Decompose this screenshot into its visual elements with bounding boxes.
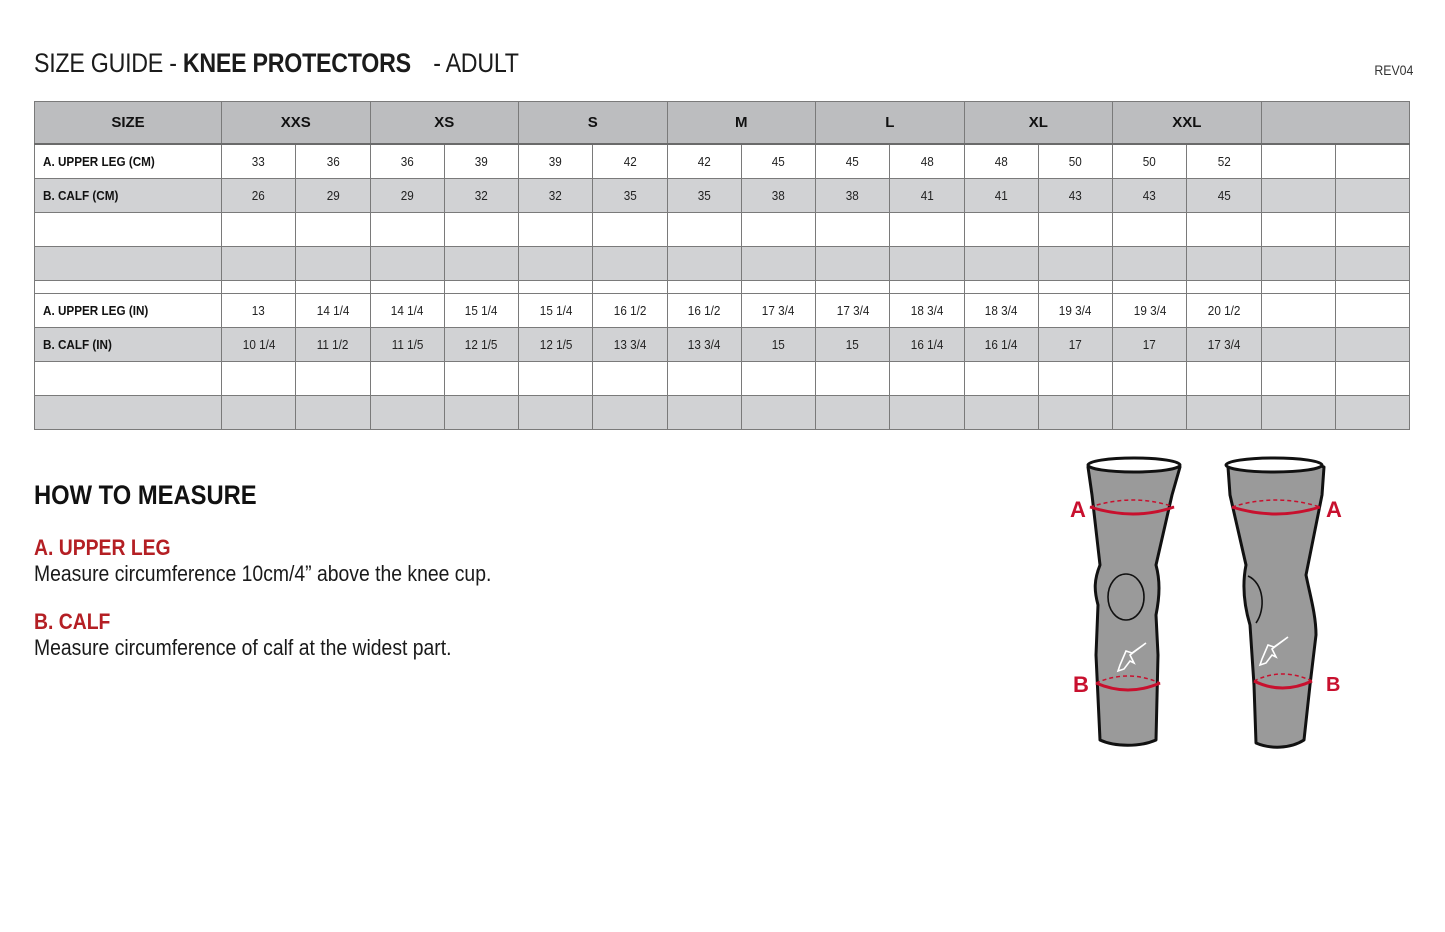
measurement-cell [519, 247, 593, 281]
measurement-cell [1113, 144, 1187, 179]
measurement-cell [370, 179, 444, 213]
measurement-value: 15 1/4 [539, 303, 572, 318]
title-suffix: - ADULT [433, 48, 519, 78]
measurement-cell [1113, 294, 1187, 328]
measurement-cell [1335, 328, 1409, 362]
revision-label: REV04 [1373, 62, 1413, 78]
measurement-cell [296, 362, 370, 396]
measurement-cell [1038, 144, 1112, 179]
measurement-value: 17 [1143, 337, 1157, 352]
measurement-cell [1335, 362, 1409, 396]
measurement-cell [519, 362, 593, 396]
measurement-value: 33 [252, 154, 266, 169]
measurement-cell [964, 362, 1038, 396]
measurement-cell [1261, 144, 1335, 179]
measurement-cell [1187, 328, 1261, 362]
measurement-value: 20 1/2 [1207, 303, 1241, 318]
measurement-value: 32 [549, 188, 563, 203]
measurement-cell [1261, 179, 1335, 213]
row-label-cell [35, 247, 222, 281]
measurement-cell [816, 179, 890, 213]
spacer-cell [816, 281, 890, 294]
measurement-cell [370, 247, 444, 281]
size-chart-table [34, 101, 1410, 430]
measurement-cell [593, 213, 667, 247]
marker-a-side: A [1326, 497, 1342, 522]
measurement-value: 14 1/4 [316, 303, 350, 318]
measurement-cell [222, 362, 296, 396]
measurement-cell [1038, 247, 1112, 281]
measurement-cell [816, 144, 890, 179]
measurement-cell [667, 247, 741, 281]
spacer-cell [667, 281, 741, 294]
measurement-cell [1113, 247, 1187, 281]
measurement-value: 32 [474, 188, 488, 203]
row-label-cell [35, 362, 222, 396]
measurement-cell [1038, 362, 1112, 396]
measurement-cell [370, 213, 444, 247]
measurement-cell [667, 396, 741, 430]
measurement-value: 29 [400, 188, 414, 203]
measurement-cell [890, 247, 964, 281]
measure-item-text: Measure circumference of calf at the widest part. [34, 635, 452, 660]
measurement-cell [1261, 213, 1335, 247]
measurement-cell [741, 144, 815, 179]
measurement-cell [1187, 294, 1261, 328]
knee-protector-illustration [1060, 455, 1350, 755]
measurement-value: 50 [1143, 154, 1157, 169]
measurement-cell [519, 213, 593, 247]
marker-b-side: B [1326, 674, 1341, 696]
spacer-cell [222, 281, 296, 294]
size-header-label: SIZE [111, 114, 145, 131]
measurement-value: 17 3/4 [762, 303, 795, 318]
measurement-cell [444, 362, 518, 396]
measurement-cell [890, 294, 964, 328]
table-spacer-row [35, 281, 1410, 294]
measurement-cell [816, 213, 890, 247]
measurement-cell [816, 362, 890, 396]
size-label: XL [1028, 114, 1048, 131]
measurement-cell [816, 328, 890, 362]
measurement-cell [1038, 294, 1112, 328]
measurement-value: 15 1/4 [465, 303, 498, 318]
spacer-cell [370, 281, 444, 294]
spacer-cell [1038, 281, 1112, 294]
measurement-value: 10 1/4 [242, 337, 275, 352]
measurement-cell [444, 328, 518, 362]
measurement-cell [1261, 362, 1335, 396]
table-header-row [35, 102, 1410, 145]
measurement-cell [370, 144, 444, 179]
table-row [35, 328, 1410, 362]
size-label: XS [434, 114, 455, 131]
measurement-cell [1261, 328, 1335, 362]
measurement-cell [1335, 247, 1409, 281]
row-label: B. CALF (CM) [43, 188, 119, 203]
measurement-cell [741, 179, 815, 213]
measurement-cell [1187, 362, 1261, 396]
measurement-cell [1335, 213, 1409, 247]
measurement-value: 16 1/4 [910, 337, 944, 352]
measurement-value: 39 [549, 154, 563, 169]
measurement-cell [890, 396, 964, 430]
measurement-cell [222, 328, 296, 362]
measurement-cell [890, 144, 964, 179]
measurement-value: 29 [326, 188, 340, 203]
measurement-cell [890, 213, 964, 247]
measurement-value: 19 3/4 [1133, 303, 1166, 318]
size-header-cell [35, 102, 222, 145]
measurement-value: 41 [994, 188, 1008, 203]
measurement-value: 18 3/4 [910, 303, 944, 318]
measurement-value: 13 3/4 [613, 337, 647, 352]
size-column-header [222, 102, 371, 145]
measurement-value: 19 3/4 [1059, 303, 1092, 318]
measurement-value: 17 [1068, 337, 1082, 352]
measurement-cell [964, 328, 1038, 362]
measurement-cell [964, 396, 1038, 430]
measurement-value: 35 [697, 188, 711, 203]
measurement-value: 45 [771, 154, 785, 169]
table-row [35, 144, 1410, 179]
measurement-cell [816, 294, 890, 328]
measurement-cell [444, 213, 518, 247]
row-label-cell [35, 396, 222, 430]
measurement-cell [890, 179, 964, 213]
measurement-cell [519, 294, 593, 328]
spacer-cell [1113, 281, 1187, 294]
measurement-cell [667, 294, 741, 328]
side-leg-icon [1226, 458, 1342, 747]
measurement-cell [1038, 179, 1112, 213]
measurement-cell [964, 144, 1038, 179]
measurement-cell [296, 396, 370, 430]
measurement-value: 11 1/5 [391, 337, 423, 352]
table-row [35, 213, 1410, 247]
measurement-value: 16 1/2 [613, 303, 647, 318]
measurement-cell [667, 328, 741, 362]
measurement-cell [816, 396, 890, 430]
measurement-cell [593, 247, 667, 281]
measurement-cell [519, 179, 593, 213]
measurement-cell [741, 362, 815, 396]
spacer-cell [964, 281, 1038, 294]
measurement-cell [1187, 396, 1261, 430]
measurement-value: 48 [994, 154, 1008, 169]
size-label: M [735, 114, 748, 131]
measurement-cell [1261, 396, 1335, 430]
row-label: B. CALF (IN) [43, 337, 112, 352]
page-title [34, 48, 519, 79]
measurement-value: 14 1/4 [390, 303, 424, 318]
measurement-value: 17 3/4 [1207, 337, 1241, 352]
row-label: A. UPPER LEG (CM) [43, 154, 155, 169]
measurement-value: 36 [326, 154, 340, 169]
measurement-cell [890, 328, 964, 362]
measurement-cell [667, 144, 741, 179]
spacer-cell [890, 281, 964, 294]
measurement-cell [222, 213, 296, 247]
measurement-cell [296, 213, 370, 247]
measurement-value: 43 [1068, 188, 1082, 203]
size-column-header [964, 102, 1113, 145]
measurement-value: 18 3/4 [984, 303, 1018, 318]
measurement-cell [519, 396, 593, 430]
measurement-value: 12 1/5 [539, 337, 572, 352]
measure-item-text: Measure circumference 10cm/4” above the knee cup. [34, 561, 492, 586]
measurement-cell [964, 247, 1038, 281]
measurement-cell [964, 213, 1038, 247]
measurement-cell [1187, 179, 1261, 213]
measurement-value: 38 [846, 188, 860, 203]
measurement-cell [1038, 213, 1112, 247]
table-row [35, 294, 1410, 328]
measurement-cell [296, 144, 370, 179]
title-prefix: SIZE GUIDE - [34, 48, 183, 78]
row-label-cell [35, 213, 222, 247]
measurement-value: 35 [623, 188, 637, 203]
measurement-cell [296, 328, 370, 362]
measurement-cell [296, 179, 370, 213]
measurement-cell [1335, 179, 1409, 213]
measurement-value: 36 [400, 154, 414, 169]
spacer-cell [519, 281, 593, 294]
marker-a-front: A [1070, 497, 1086, 522]
row-label-cell [35, 179, 222, 213]
size-label: S [587, 114, 598, 131]
size-column-header [816, 102, 965, 145]
measurement-value: 50 [1068, 154, 1082, 169]
measurement-cell [222, 179, 296, 213]
measurement-value: 16 1/4 [984, 337, 1018, 352]
measurement-value: 43 [1143, 188, 1157, 203]
measurement-cell [1038, 328, 1112, 362]
measurement-value: 11 1/2 [317, 337, 349, 352]
front-leg-icon [1070, 458, 1180, 745]
size-column-header [370, 102, 519, 145]
measurement-value: 15 [846, 337, 860, 352]
measurement-cell [1113, 362, 1187, 396]
measurement-cell [370, 362, 444, 396]
measurement-cell [1187, 144, 1261, 179]
size-column-header [519, 102, 668, 145]
measurement-cell [370, 328, 444, 362]
measurement-cell [1335, 144, 1409, 179]
measure-item-title: B. CALF [34, 609, 111, 634]
measurement-cell [1335, 294, 1409, 328]
spacer-cell [444, 281, 518, 294]
how-to-measure-heading: HOW TO MEASURE [34, 480, 257, 510]
measurement-value: 42 [697, 154, 711, 169]
measure-item-title: A. UPPER LEG [34, 535, 171, 560]
measurement-cell [444, 179, 518, 213]
measurement-cell [667, 213, 741, 247]
measurement-cell [444, 396, 518, 430]
measurement-value: 15 [771, 337, 785, 352]
measurement-cell [1113, 179, 1187, 213]
row-label: A. UPPER LEG (IN) [43, 303, 149, 318]
measurement-cell [593, 294, 667, 328]
measurement-cell [593, 179, 667, 213]
spacer-cell [741, 281, 815, 294]
size-label: XXL [1172, 114, 1202, 131]
size-column-header [1261, 102, 1410, 145]
measurement-cell [593, 328, 667, 362]
spacer-cell [1261, 281, 1335, 294]
measurement-cell [370, 396, 444, 430]
measurement-cell [519, 144, 593, 179]
measurement-value: 48 [920, 154, 934, 169]
measurement-value: 16 1/2 [687, 303, 721, 318]
row-label-cell [35, 328, 222, 362]
measurement-cell [444, 294, 518, 328]
table-row [35, 247, 1410, 281]
measurement-value: 41 [920, 188, 934, 203]
table-row [35, 362, 1410, 396]
measurement-cell [816, 247, 890, 281]
measurement-cell [964, 294, 1038, 328]
table-row [35, 179, 1410, 213]
measurement-value: 12 1/5 [465, 337, 498, 352]
measurement-value: 26 [252, 188, 266, 203]
measurement-cell [593, 362, 667, 396]
measurement-cell [1261, 247, 1335, 281]
measurement-cell [296, 294, 370, 328]
title-product: KNEE PROTECTORS [182, 48, 411, 78]
measurement-cell [964, 179, 1038, 213]
spacer-cell [1187, 281, 1261, 294]
measurement-value: 39 [474, 154, 488, 169]
row-label-cell [35, 144, 222, 179]
measurement-cell [1187, 247, 1261, 281]
measurement-cell [370, 294, 444, 328]
size-label: L [885, 114, 895, 131]
measurement-cell [741, 247, 815, 281]
measurement-value: 45 [1217, 188, 1231, 203]
measurement-cell [593, 144, 667, 179]
measurement-value: 52 [1217, 154, 1231, 169]
spacer-cell [35, 281, 222, 294]
measurement-cell [1038, 396, 1112, 430]
measurement-value: 17 3/4 [836, 303, 869, 318]
measurement-cell [741, 294, 815, 328]
measurement-value: 13 3/4 [687, 337, 721, 352]
measurement-cell [519, 328, 593, 362]
measurement-value: 42 [623, 154, 637, 169]
measure-item-upper-leg [34, 535, 734, 587]
measurement-value: 45 [846, 154, 860, 169]
measurement-cell [222, 396, 296, 430]
measurement-cell [1113, 213, 1187, 247]
measurement-value: 38 [771, 188, 785, 203]
measurement-cell [667, 179, 741, 213]
measurement-cell [593, 396, 667, 430]
measurement-cell [222, 294, 296, 328]
measurement-cell [444, 247, 518, 281]
measurement-cell [667, 362, 741, 396]
spacer-cell [296, 281, 370, 294]
spacer-cell [1335, 281, 1409, 294]
measurement-cell [222, 144, 296, 179]
measurement-cell [1113, 396, 1187, 430]
marker-b-front: B [1073, 672, 1089, 697]
size-column-header [1113, 102, 1262, 145]
measurement-cell [890, 362, 964, 396]
measurement-cell [741, 396, 815, 430]
row-label-cell [35, 294, 222, 328]
size-column-header [667, 102, 816, 145]
measurement-cell [1113, 328, 1187, 362]
measurement-cell [741, 213, 815, 247]
measurement-value: 13 [252, 303, 266, 318]
measurement-cell [444, 144, 518, 179]
measurement-cell [741, 328, 815, 362]
how-to-measure-section [34, 480, 734, 661]
measurement-cell [1261, 294, 1335, 328]
measurement-cell [1187, 213, 1261, 247]
measure-item-calf [34, 609, 734, 661]
table-row [35, 396, 1410, 430]
measurement-cell [222, 247, 296, 281]
size-label: XXS [280, 114, 311, 131]
measurement-cell [1335, 396, 1409, 430]
measurement-cell [296, 247, 370, 281]
spacer-cell [593, 281, 667, 294]
